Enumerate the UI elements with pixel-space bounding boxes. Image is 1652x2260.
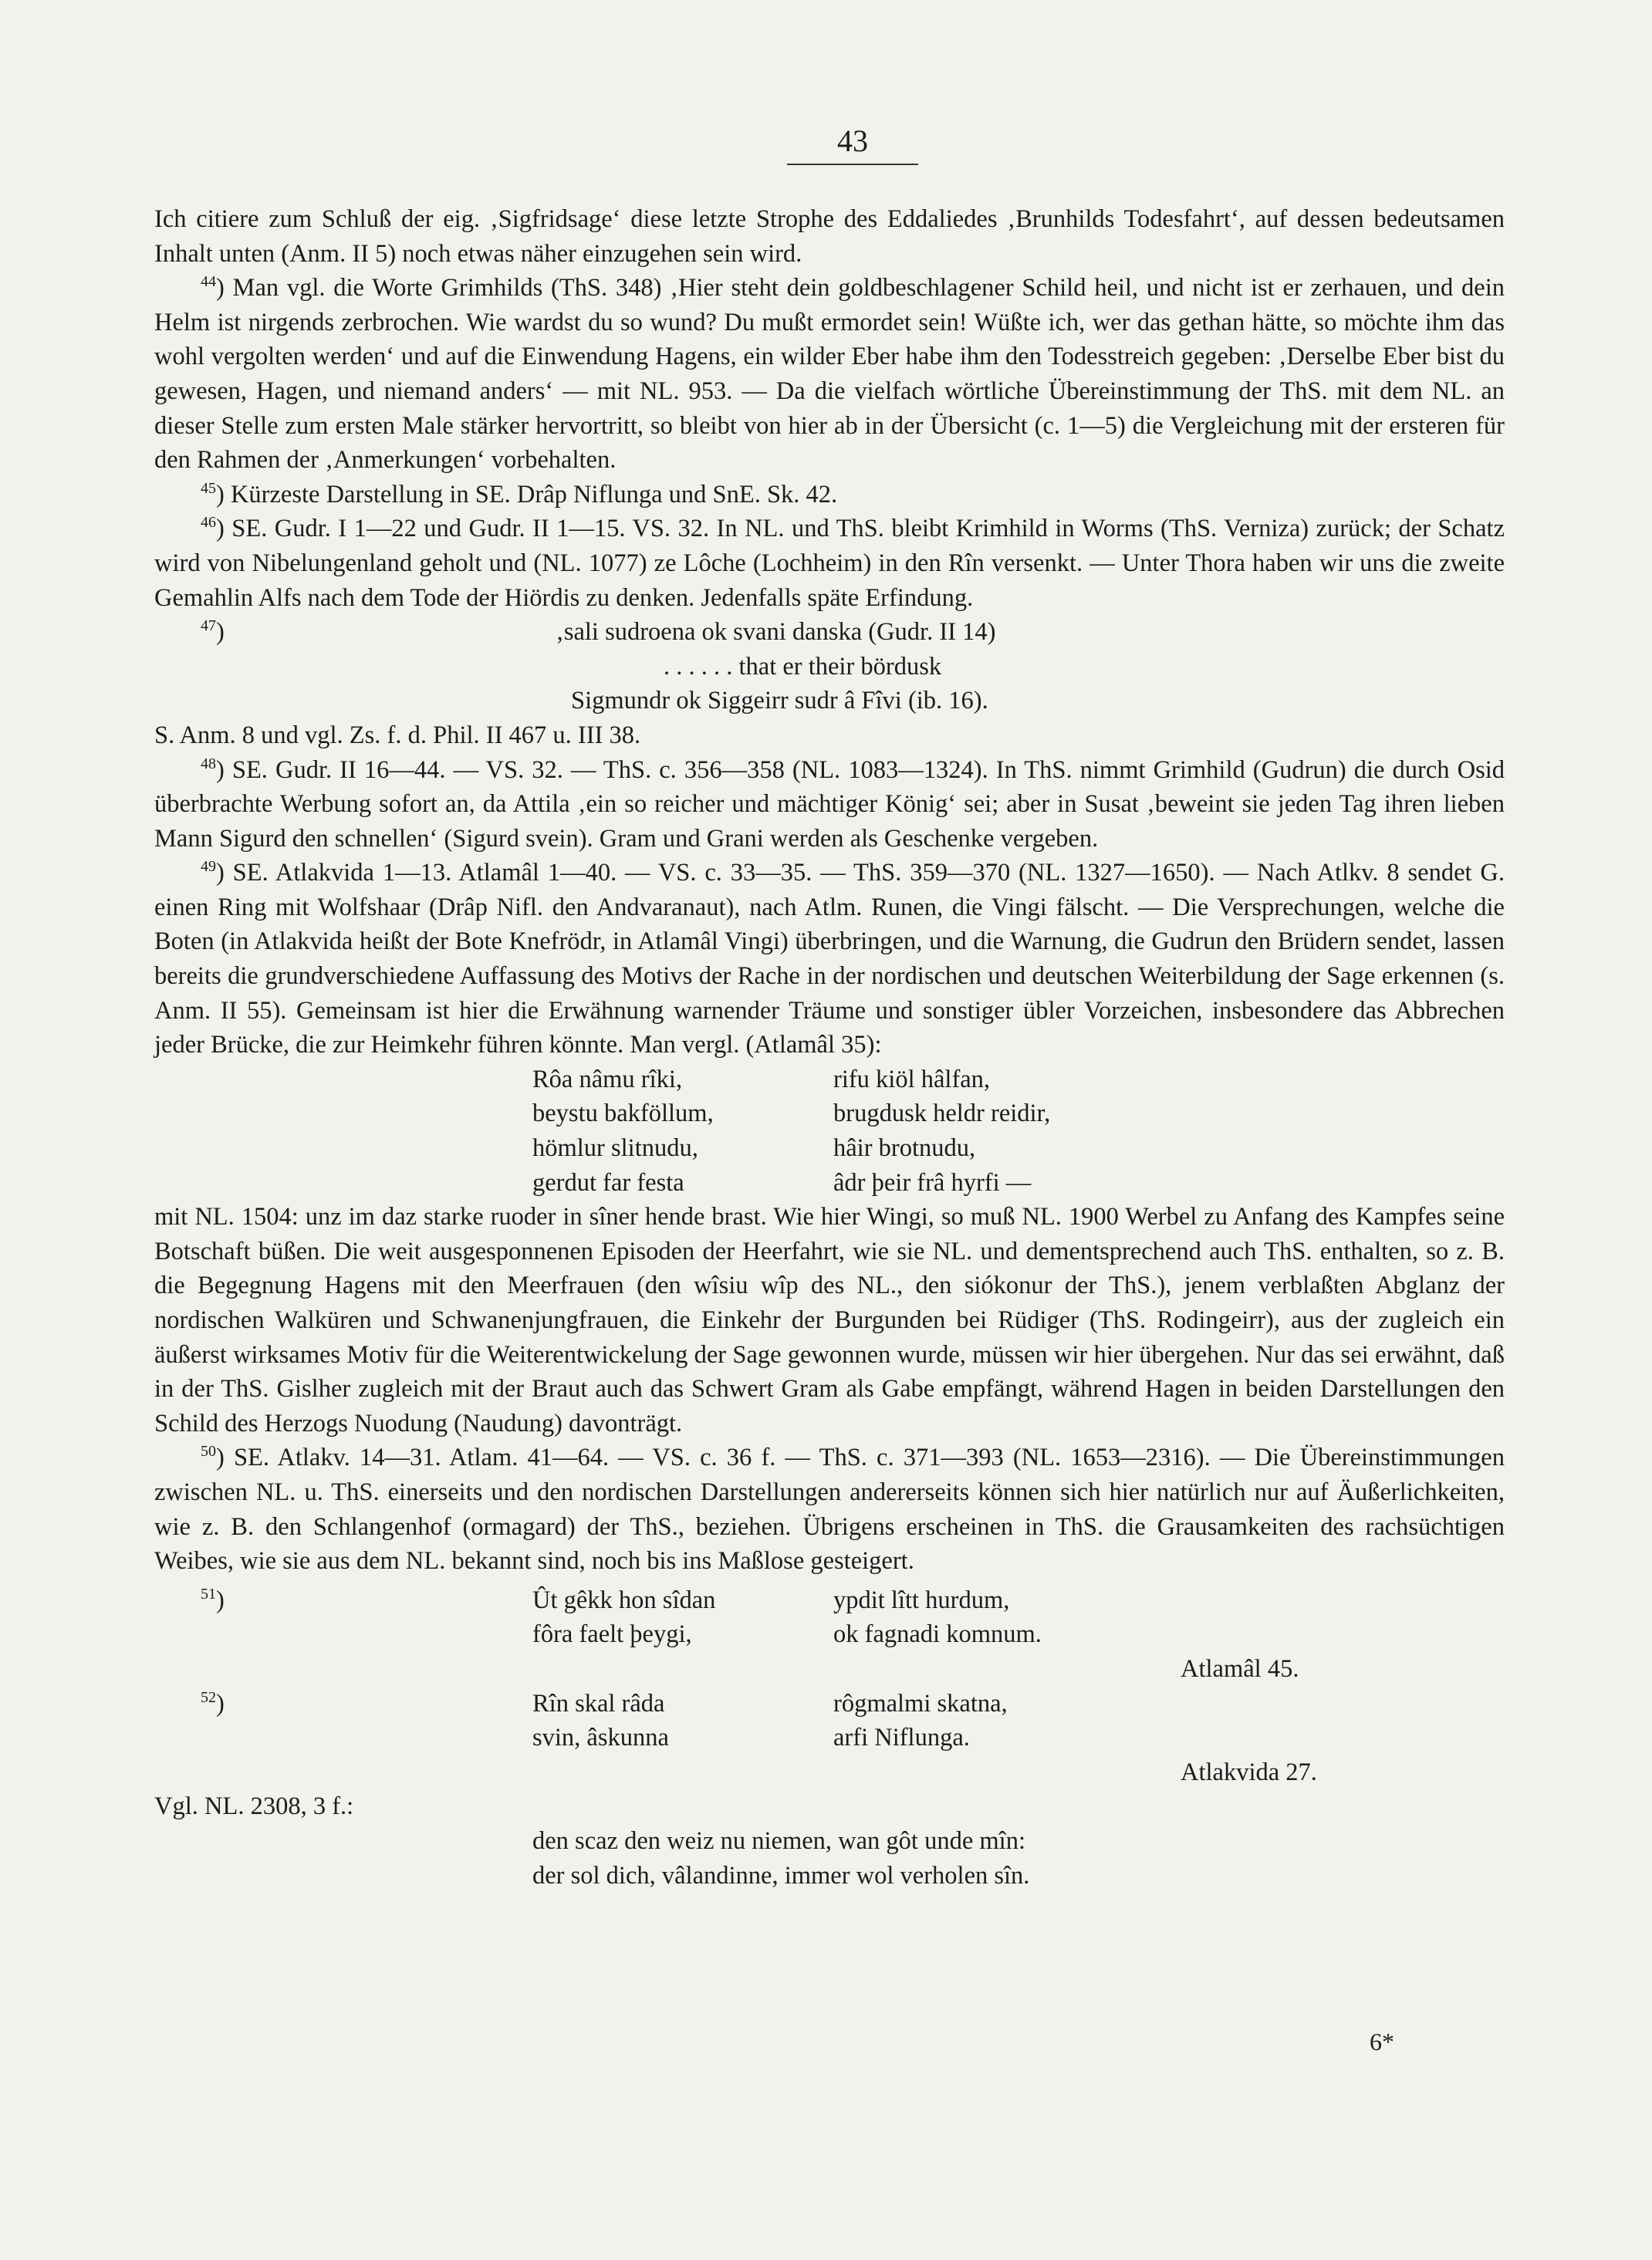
note-number: 45 <box>201 479 216 497</box>
note-50 <box>154 1441 1505 1578</box>
note-number: 49 <box>201 858 216 876</box>
note-49 <box>154 856 1505 1441</box>
note-continuation: mit NL. 1504: unz im daz starke ruoder in sîner hende brast. Wie hier Wingi, so muß NL. 1900 Werbel zu Anfang des Kampfes seine Botschaft büßen. Die weit ausgesponnenen Episoden der Heerfahrt, wie sie NL. und dementsprechend auch ThS. enthalten, so z. B. die Begegnung Hagens mit den Meerfrauen (den wîsiu wîp des NL., den siókonur der ThS.), jenem verblaßten Abglanz der nordischen Walküren und Schwanenjungfrauen, die Einkehr der Burgunden bei Rüdiger (ThS. Rodingeirr), aus der zugleich ein äußerst wirksames Motiv für die Weiterentwickelung der Sage gewonnen wurde, müssen wir hier übergehen. Nur das sei erwähnt, daß in der ThS. Gislher zugleich mit der Braut auch das Schwert Gram als Gabe empfängt, während Hagen in beiden Darstellungen den Schild des Herzogs Nuodung (Naudung) davonträgt. <box>154 1203 1505 1437</box>
note-51 <box>154 1583 1505 1687</box>
verse-half: beystu bakföllum, <box>532 1100 714 1128</box>
verse-half: hömlur slitnudu, <box>532 1134 698 1163</box>
note-marker: $^{52}$) <box>201 1688 225 1718</box>
verse-line <box>154 684 1505 718</box>
note-46 <box>154 512 1505 615</box>
verse-text: Sigmundr ok Siggeirr sudr â Fîvi (ib. 16). <box>571 687 988 715</box>
verse-line <box>154 1166 1505 1201</box>
note-number: 46 <box>201 514 216 532</box>
verse-half: Rôa nâmu rîki, <box>532 1065 683 1093</box>
verse-source: Atlamâl 45. <box>1181 1654 1299 1683</box>
verse-half: Rîn skal râda <box>532 1689 665 1718</box>
note-number: 50 <box>201 1443 216 1461</box>
note-45 <box>154 478 1505 512</box>
verse-half: ok fagnadi komnum. <box>833 1620 1042 1649</box>
signature-mark: 6* <box>1370 2028 1394 2056</box>
header-rule <box>787 164 918 165</box>
verse-source-line <box>154 1755 1505 1790</box>
note-number: 44 <box>201 273 216 291</box>
verse-half: gerdut far festa <box>532 1168 684 1197</box>
verse-half: ypdit lîtt hurdum, <box>833 1586 1010 1614</box>
verse-half: fôra faelt þeygi, <box>532 1620 692 1649</box>
verse-line <box>154 1062 1505 1097</box>
note-number: 51 <box>201 1585 216 1603</box>
note-number: 48 <box>201 755 216 772</box>
page-body <box>154 202 1505 1893</box>
note-48 <box>154 753 1505 856</box>
quote-reference: Vgl. NL. 2308, 3 f.: <box>154 1792 354 1821</box>
note-text: ) SE. Gudr. II 16—44. — VS. 32. — ThS. c. 356—358 (NL. 1083—1324). In ThS. nimmt Grimhild (Gudrun) die durch Osid überbrachte Werbung sofort an, da Attila ‚ein so reicher und mächtiger König‘ sei; aber in Susat ‚beweint sie jeden Tag ihren lieben Mann Sigurd den schnellen‘ (Sigurd svein). Gram und Grani werden als Geschenke vergeben. <box>154 755 1505 853</box>
note-text: ) SE. Gudr. I 1—22 und Gudr. II 1—15. VS. 32. In NL. und ThS. bleibt Krimhild in Worms (ThS. Verniza) zurück; der Schatz wird von Nibelungenland geholt und (NL. 1077) ze Lôche (Lochheim) in den Rîn versenkt. — Unter Thora haben wir uns die zweite Gemahlin Alfs nach dem Tode der Hiördis zu denken. Jedenfalls späte Erfindung. <box>154 515 1505 612</box>
verse-text: den scaz den weiz nu niemen, wan gôt unde mîn: <box>532 1826 1025 1855</box>
verse-line <box>154 650 1505 684</box>
verse-text: . . . . . . that er their bördusk <box>664 652 942 681</box>
vgl-quote <box>154 1789 1505 1893</box>
note-44 <box>154 271 1505 478</box>
verse-half: brugdusk heldr reidir, <box>833 1100 1051 1128</box>
verse-line <box>154 1721 1505 1755</box>
note-text: ) SE. Atlakv. 14—31. Atlam. 41—64. — VS. c. 36 f. — ThS. c. 371—393 (NL. 1653—2316). — Die Übereinstimmungen zwischen NL. u. ThS. einerseits und den nordischen Darstellungen andererseits können sich hier natürlich nur auf Äußerlichkeiten, wie z. B. den Schlangenhof (ormagard) der ThS., beziehen. Übrigens erscheinen in ThS. die Grausamkeiten des rachsüchtigen Weibes, wie sie aus dem NL. bekannt sind, noch bis ins Maßlose gesteigert. <box>154 1444 1505 1576</box>
verse-line <box>154 1096 1505 1131</box>
verse-half: arfi Niflunga. <box>833 1724 970 1752</box>
note-52 <box>154 1687 1505 1790</box>
verse-half: rifu kiöl hâlfan, <box>833 1065 991 1093</box>
verse-source: Atlakvida 27. <box>1181 1758 1317 1786</box>
verse-half: hâir brotnudu, <box>833 1134 976 1163</box>
verse-line <box>154 1687 1505 1721</box>
verse-half: rôgmalmi skatna, <box>833 1689 1008 1718</box>
verse-line <box>154 1859 1505 1893</box>
verse-line <box>154 1131 1505 1166</box>
verse-line <box>154 1789 1505 1824</box>
note-text: ) Man vgl. die Worte Grimhilds (ThS. 348) ‚Hier steht dein goldbeschlagener Schild heil, und nicht ist er zerhauen, und dein Helm ist nirgends zerbrochen. Wie wardst du so wund? Du mußt ermordet sein! Wüßte ich, wer das gethan hätte, so möchte ihm das wohl vergolten werden‘ und auf die Einwendung Hagens, ein wilder Eber habe ihm den Todesstreich gegeben: ‚Derselbe Eber bist du gewesen, Hagen, und niemand anders‘ — mit NL. 953. — Da die vielfach wörtliche Übereinstimmung der ThS. mit dem NL. an dieser Stelle zum ersten Male stärker hervortritt, so bleibt von hier ab in der Übersicht (c. 1—5) die Vergleichung mit der ersteren für den Rahmen der ‚Anmerkungen‘ vorbehalten. <box>154 274 1505 475</box>
verse-text: der sol dich, vâlandinne, immer wol verholen sîn. <box>532 1861 1030 1890</box>
note-number: 47 <box>201 617 216 635</box>
note-reference: S. Anm. 8 und vgl. Zs. f. d. Phil. II 467 u. III 38. <box>154 721 641 749</box>
note-47 <box>154 615 1505 752</box>
verse-half: Ût gêkk hon sîdan <box>532 1586 716 1614</box>
note-text: ) Kürzeste Darstellung in SE. Drâp Niflunga und SnE. Sk. 42. <box>216 480 838 508</box>
verse-text: ‚sali sudroena ok svani danska (Gudr. II 14) <box>556 618 996 647</box>
verse-source-line <box>154 1652 1505 1687</box>
note-text: ) SE. Atlakvida 1—13. Atlamâl 1—40. — VS. c. 33—35. — ThS. 359—370 (NL. 1327—1650). — Nach Atlkv. 8 sendet G. einen Ring mit Wolfshaar (Drâp Nifl. den Andvaranaut), nach Atlm. Runen, die Vingi fälscht. — Die Versprechungen, welche die Boten (in Atlakvida heißt der Bote Knefrödr, in Atlamâl Vingi) überbringen, und die Warnung, die Gudrun den Brüdern sendet, lassen bereits die grundverschiedene Auffassung des Motivs der Rache in der nordischen und deutschen Weiterbildung der Sage erkennen (s. Anm. II 55). Gemeinsam ist hier die Erwähnung warnender Träume und sonstiger übler Vorzeichen, insbesondere das Abbrechen jeder Brücke, die zur Heimkehr führen könnte. Man vergl. (Atlamâl 35): <box>154 859 1505 1059</box>
verse-line <box>154 1617 1505 1652</box>
intro-paragraph: Ich citiere zum Schluß der eig. ‚Sigfridsage‘ diese letzte Strophe des Eddaliedes ‚Brunhilds Todesfahrt‘, auf dessen bedeutsamen Inhalt unten (Anm. II 5) noch etwas näher einzugehen sein wird. <box>154 205 1505 268</box>
note-number: 52 <box>201 1688 216 1706</box>
verse-line <box>154 615 1505 650</box>
verse-half: svin, âskunna <box>532 1724 669 1752</box>
verse-half: âdr þeir frâ hyrfi — <box>833 1168 1032 1197</box>
note-marker: $^{51}$) <box>201 1585 225 1614</box>
verse-line <box>154 1824 1505 1859</box>
verse-line <box>154 1583 1505 1618</box>
note-marker: $^{47}$) <box>201 617 225 647</box>
page-number: 43 <box>837 123 868 158</box>
